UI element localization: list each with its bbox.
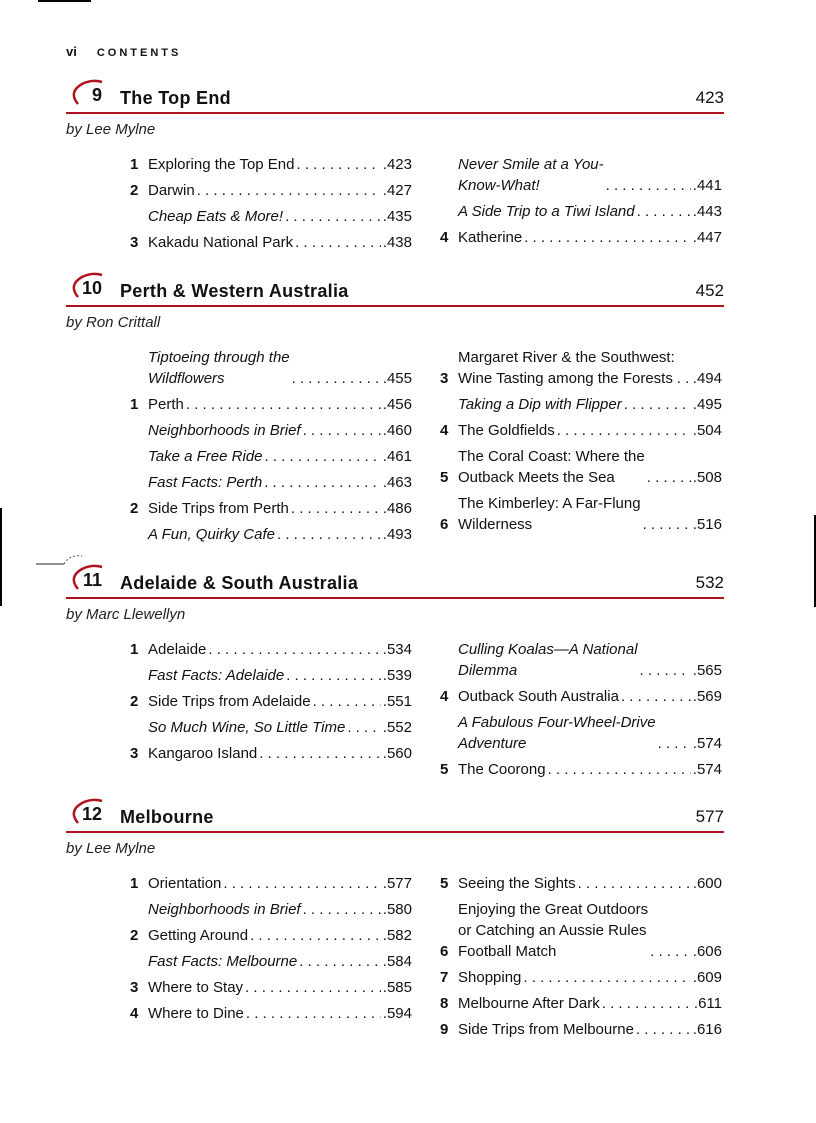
entry-text	[458, 873, 722, 894]
toc-entry[interactable]	[130, 873, 412, 894]
toc-entry[interactable]	[440, 759, 722, 780]
toc-entry[interactable]	[130, 925, 412, 946]
dot-leader	[523, 967, 690, 988]
dot-leader	[303, 899, 381, 920]
entry-label: Neighborhoods in Brief	[148, 901, 301, 918]
entry-text	[458, 493, 722, 535]
dot-leader	[647, 467, 691, 488]
entry-page: .582	[382, 927, 412, 944]
entry-page: .493	[382, 526, 412, 543]
entry-number: 9	[440, 1021, 449, 1038]
entry-text	[148, 524, 412, 545]
entry-number: 4	[440, 422, 449, 439]
entry-page: .584	[382, 953, 412, 970]
entry-text	[458, 201, 722, 222]
chapter-12	[66, 801, 724, 1038]
dot-leader	[602, 993, 692, 1014]
entry-page: .551	[382, 693, 412, 710]
dot-leader	[347, 717, 380, 738]
dot-leader	[291, 498, 381, 519]
toc-entry[interactable]	[440, 227, 722, 248]
toc-entry[interactable]	[130, 180, 412, 201]
toc-right-column	[440, 639, 722, 785]
entry-page: .461	[382, 448, 412, 465]
entry-label: Adelaide	[148, 641, 207, 658]
entry-number: 6	[440, 516, 449, 533]
entry-label: Never Smile at a You- Know-What!	[458, 156, 604, 194]
chapter-number-badge	[68, 797, 108, 829]
entry-page: .494	[692, 370, 722, 387]
page-number: vi	[66, 44, 77, 59]
toc-entry[interactable]	[440, 899, 722, 962]
entry-page: .611	[693, 995, 722, 1012]
dot-leader	[303, 420, 381, 441]
entry-text	[148, 446, 412, 467]
entry-label: Outback South Australia	[458, 688, 619, 705]
toc-left-column	[130, 639, 412, 769]
entry-number: 3	[130, 979, 139, 996]
dot-leader	[277, 524, 381, 545]
toc-subentry[interactable]	[440, 154, 722, 196]
entry-text	[148, 347, 412, 389]
toc-entry[interactable]	[440, 686, 722, 707]
entry-label: Exploring the Top End	[148, 156, 295, 173]
toc-subentry[interactable]	[130, 665, 412, 686]
entry-text	[458, 446, 722, 488]
toc-subentry[interactable]	[130, 446, 412, 467]
toc-right-column	[440, 154, 722, 253]
dot-leader	[578, 873, 691, 894]
dot-leader	[246, 1003, 381, 1024]
toc-entry[interactable]	[440, 967, 722, 988]
entry-text	[458, 993, 722, 1014]
entry-page: .580	[382, 901, 412, 918]
chapter-number-badge	[68, 563, 108, 595]
dot-leader	[295, 232, 381, 253]
dot-leader	[624, 394, 691, 415]
entry-page: .565	[692, 662, 722, 679]
dot-leader	[286, 665, 381, 686]
toc-entry[interactable]	[440, 1019, 722, 1040]
toc-subentry[interactable]	[130, 347, 412, 389]
dot-leader	[299, 951, 381, 972]
entry-page: .463	[382, 474, 412, 491]
dot-leader	[259, 743, 381, 764]
toc-left-column	[130, 154, 412, 258]
entry-text	[148, 1003, 412, 1024]
entry-number: 4	[130, 1005, 139, 1022]
chapter-page: 532	[695, 573, 724, 592]
entry-label: Side Trips from Perth	[148, 500, 289, 517]
entry-page: .443	[692, 203, 722, 220]
entry-text	[148, 743, 412, 764]
entry-text	[148, 899, 412, 920]
entry-text	[458, 967, 722, 988]
entry-label: Kakadu National Park	[148, 234, 294, 251]
entry-page: .539	[382, 667, 412, 684]
chapter-10	[66, 275, 724, 543]
entry-label: Enjoying the Great Outdoors or Catching an Aussie Rules Football Match	[458, 901, 649, 960]
entry-page: .577	[382, 875, 412, 892]
entry-number: 8	[440, 995, 449, 1012]
toc-subentry[interactable]	[130, 472, 412, 493]
chapter-page: 452	[695, 281, 724, 300]
entry-page: .441	[692, 177, 722, 194]
entry-text	[458, 712, 722, 754]
entry-number: 1	[130, 396, 139, 413]
entry-page: .609	[692, 969, 722, 986]
entry-text	[458, 227, 722, 248]
entry-text	[458, 1019, 722, 1040]
entry-label: Perth	[148, 396, 184, 413]
toc-entry[interactable]	[130, 498, 412, 519]
entry-label: Where to Dine	[148, 1005, 244, 1022]
entry-label: Side Trips from Melbourne	[458, 1021, 634, 1038]
dot-leader	[643, 514, 691, 535]
entry-text	[458, 686, 722, 707]
entry-label: Take a Free Ride	[148, 448, 263, 465]
chapter-author: by Ron Crittall	[66, 314, 161, 331]
entry-label: Cheap Eats & More!	[148, 208, 284, 225]
dot-leader	[677, 368, 691, 389]
entry-number: 4	[440, 229, 449, 246]
dot-leader	[313, 691, 381, 712]
entry-number: 3	[440, 370, 449, 387]
toc-entry[interactable]	[440, 446, 722, 488]
toc-subentry[interactable]	[440, 639, 722, 681]
dot-leader	[548, 759, 691, 780]
running-head	[66, 44, 181, 59]
toc-subentry[interactable]	[440, 201, 722, 222]
toc-entry[interactable]	[130, 977, 412, 998]
entry-text	[148, 951, 412, 972]
entry-number: 3	[130, 234, 139, 251]
chapter-number: 12	[81, 804, 102, 824]
toc-entry[interactable]	[440, 493, 722, 535]
toc-subentry[interactable]	[130, 524, 412, 545]
toc-subentry[interactable]	[130, 899, 412, 920]
entry-page: .552	[382, 719, 412, 736]
entry-text	[458, 759, 722, 780]
chapter-author: by Lee Mylne	[66, 121, 156, 138]
chapter-header	[66, 567, 724, 599]
toc-entry[interactable]	[130, 743, 412, 764]
entry-page: .516	[692, 516, 722, 533]
entry-text	[458, 154, 722, 196]
entry-number: 7	[440, 969, 449, 986]
entry-number: 1	[130, 875, 139, 892]
entry-label: The Kimberley: A Far-Flung Wilderness	[458, 495, 641, 533]
entry-page: .486	[382, 500, 412, 517]
entry-label: Orientation	[148, 875, 222, 892]
toc-entry[interactable]	[130, 232, 412, 253]
entry-page: .594	[382, 1005, 412, 1022]
chapter-number-badge	[68, 271, 108, 303]
chapter-title[interactable]: The Top End	[120, 88, 231, 108]
toc-entry[interactable]	[130, 1003, 412, 1024]
entry-page: .447	[692, 229, 722, 246]
chapter-number: 11	[82, 570, 102, 590]
entry-page: .534	[382, 641, 412, 658]
entry-label: Neighborhoods in Brief	[148, 422, 301, 439]
dot-leader	[223, 873, 380, 894]
chapter-author: by Lee Mylne	[66, 840, 156, 857]
dot-leader	[640, 660, 691, 681]
dot-leader	[650, 941, 691, 962]
chapter-author: by Marc Llewellyn	[66, 606, 186, 623]
entry-text	[458, 899, 722, 962]
dot-leader	[197, 180, 381, 201]
entry-label: A Side Trip to a Tiwi Island	[458, 203, 635, 220]
entry-page: .560	[382, 745, 412, 762]
entry-label: A Fun, Quirky Cafe	[148, 526, 275, 543]
entry-label: Seeing the Sights	[458, 875, 576, 892]
entry-text	[148, 232, 412, 253]
entry-page: .455	[382, 370, 412, 387]
entry-page: .495	[692, 396, 722, 413]
chapter-title[interactable]: Adelaide & South Australia	[120, 573, 359, 593]
entry-label: Culling Koalas—A National Dilemma	[458, 641, 638, 679]
dot-leader	[245, 977, 381, 998]
entry-page: .574	[692, 735, 722, 752]
entry-page: .569	[692, 688, 722, 705]
entry-page: .504	[692, 422, 722, 439]
entry-number: 2	[130, 693, 139, 710]
chapter-9	[66, 82, 724, 251]
toc-entry[interactable]	[130, 394, 412, 415]
entry-text	[148, 925, 412, 946]
entry-label: Kangaroo Island	[148, 745, 258, 762]
entry-text	[148, 180, 412, 201]
entry-label: Side Trips from Adelaide	[148, 693, 311, 710]
entry-text	[458, 420, 722, 441]
toc-left-column	[130, 347, 412, 550]
entry-label: The Goldfields	[458, 422, 555, 439]
entry-number: 1	[130, 156, 139, 173]
dot-leader	[285, 206, 381, 227]
toc-entry[interactable]	[130, 691, 412, 712]
toc-right-column	[440, 873, 722, 1045]
chapter-number: 9	[91, 85, 102, 105]
entry-text	[148, 717, 412, 738]
entry-page: .508	[692, 469, 722, 486]
entry-number: 2	[130, 500, 139, 517]
toc-subentry[interactable]	[130, 420, 412, 441]
toc-left-column	[130, 873, 412, 1029]
entry-label: Taking a Dip with Flipper	[458, 396, 622, 413]
dot-leader	[297, 154, 381, 175]
toc-entry[interactable]	[440, 347, 722, 389]
entry-label: Fast Facts: Adelaide	[148, 667, 285, 684]
entry-label: Tiptoeing through the Wildflowers	[148, 349, 290, 387]
chapter-header	[66, 82, 724, 114]
chapter-header	[66, 801, 724, 833]
entry-text	[458, 639, 722, 681]
entry-page: .423	[382, 156, 412, 173]
toc-entry[interactable]	[440, 993, 722, 1014]
entry-page: .585	[382, 979, 412, 996]
dot-leader	[264, 472, 381, 493]
chapter-title[interactable]: Melbourne	[120, 807, 214, 827]
dot-leader	[658, 733, 691, 754]
entry-page: .435	[382, 208, 412, 225]
dot-leader	[265, 446, 381, 467]
entry-label: Fast Facts: Perth	[148, 474, 263, 491]
dot-leader	[606, 175, 691, 196]
toc-subentry[interactable]	[130, 206, 412, 227]
entry-label: Fast Facts: Melbourne	[148, 953, 298, 970]
entry-text	[148, 873, 412, 894]
top-rule	[38, 0, 91, 2]
entry-number: 3	[130, 745, 139, 762]
entry-number: 1	[130, 641, 139, 658]
entry-number: 6	[440, 943, 449, 960]
dot-leader	[621, 686, 691, 707]
toc-entry[interactable]	[440, 873, 722, 894]
entry-text	[148, 394, 412, 415]
entry-number: 2	[130, 182, 139, 199]
entry-text	[148, 639, 412, 660]
entry-page: .427	[382, 182, 412, 199]
entry-number: 5	[440, 875, 449, 892]
chapter-page: 577	[695, 807, 724, 826]
entry-page: .606	[692, 943, 722, 960]
entry-text	[148, 420, 412, 441]
entry-page: .456	[382, 396, 412, 413]
entry-page: .574	[692, 761, 722, 778]
toc-subentry[interactable]	[130, 717, 412, 738]
entry-label: A Fabulous Four-Wheel-Drive Adventure	[458, 714, 656, 752]
toc-entry[interactable]	[440, 420, 722, 441]
dot-leader	[636, 1019, 691, 1040]
entry-text	[148, 665, 412, 686]
chapter-page: 423	[695, 88, 724, 107]
section-title: CONTENTS	[96, 47, 182, 59]
page-edge-left	[0, 508, 2, 606]
toc-right-column	[440, 347, 722, 540]
entry-label: So Much Wine, So Little Time	[148, 719, 346, 736]
chapter-title[interactable]: Perth & Western Australia	[120, 281, 349, 301]
entry-label: Katherine	[458, 229, 523, 246]
entry-number: 4	[440, 688, 449, 705]
entry-number: 5	[440, 469, 449, 486]
entry-text	[148, 498, 412, 519]
chapter-header	[66, 275, 724, 307]
dot-leader	[292, 368, 381, 389]
entry-label: Darwin	[148, 182, 195, 199]
dot-leader	[208, 639, 380, 660]
entry-text	[148, 206, 412, 227]
entry-label: Margaret River & the Southwest: Wine Tasting among the Forests	[458, 349, 675, 387]
entry-page: .600	[692, 875, 722, 892]
entry-page: .616	[692, 1021, 722, 1038]
chapter-number-badge	[68, 78, 108, 110]
dot-leader	[524, 227, 691, 248]
entry-label: Getting Around	[148, 927, 249, 944]
entry-text	[148, 977, 412, 998]
entry-label: Shopping	[458, 969, 522, 986]
toc-entry[interactable]	[130, 639, 412, 660]
toc-subentry[interactable]	[440, 394, 722, 415]
dot-leader	[637, 201, 691, 222]
dot-leader	[557, 420, 691, 441]
entry-label: The Coral Coast: Where the Outback Meets the Sea	[458, 448, 645, 486]
entry-number: 2	[130, 927, 139, 944]
toc-subentry[interactable]	[440, 712, 722, 754]
entry-text	[458, 347, 722, 389]
entry-label: Melbourne After Dark	[458, 995, 600, 1012]
toc-entry[interactable]	[130, 154, 412, 175]
entry-page: .438	[382, 234, 412, 251]
entry-text	[148, 154, 412, 175]
entry-text	[148, 691, 412, 712]
chapter-11	[66, 567, 724, 778]
toc-subentry[interactable]	[130, 951, 412, 972]
entry-label: Where to Stay	[148, 979, 244, 996]
entry-number: 5	[440, 761, 449, 778]
chapter-number: 10	[81, 278, 102, 298]
dot-leader	[250, 925, 381, 946]
entry-text	[148, 472, 412, 493]
entry-label: The Coorong	[458, 761, 546, 778]
entry-text	[458, 394, 722, 415]
entry-page: .460	[382, 422, 412, 439]
dot-leader	[186, 394, 381, 415]
